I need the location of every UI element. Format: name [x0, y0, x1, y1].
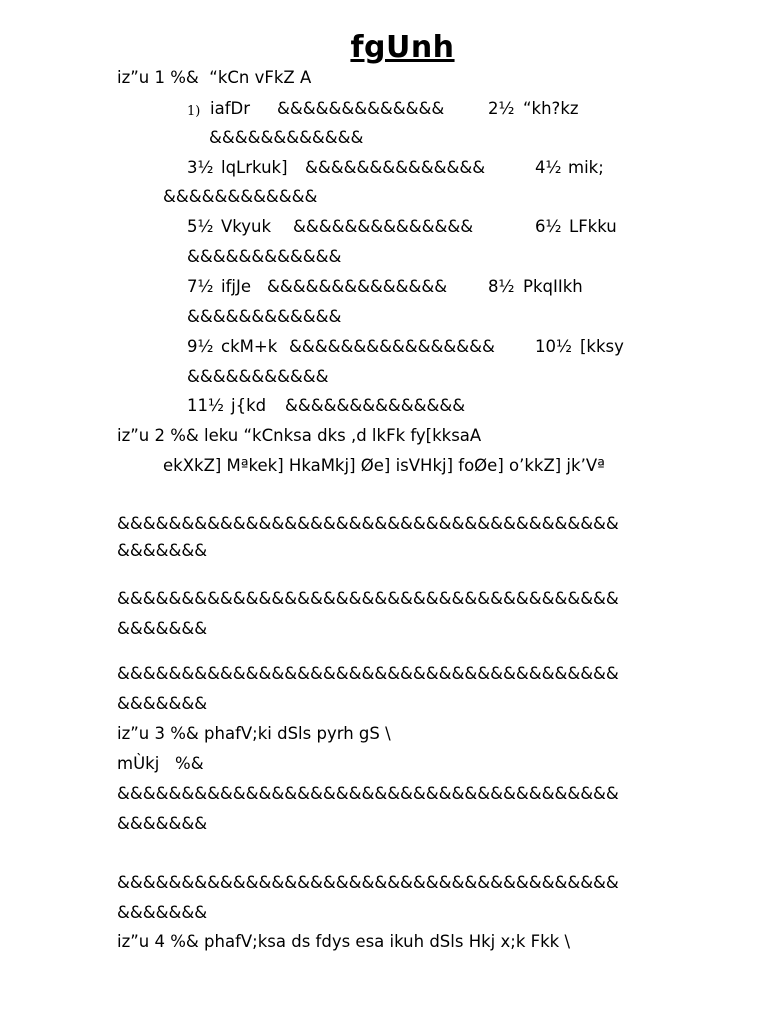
q1-item-4-word: mik; — [568, 158, 604, 177]
q1-item-8-word: PkqIIkh — [523, 277, 583, 296]
q1-item-5-blank: &&&&&&&&&&&&&& — [293, 217, 474, 236]
answer-blank-line: &&&&&&&&&&&&&&&&&&&&&&&&&&&&&&&&&&&&&&& — [117, 873, 619, 892]
q1-item-5-number: 5½ — [187, 217, 214, 236]
question-2-heading: iz”u 2 %& leku “kCnksa dks ,d lkFk fy[kksaA — [117, 426, 482, 445]
q1-item-10-word: [kksy — [580, 337, 624, 356]
q1-item-1-number: 1) — [187, 104, 201, 119]
question-4-heading: iz”u 4 %& phafV;ksa ds fdys esa ikuh dSls Hkj x;k Fkk \ — [117, 932, 571, 951]
q1-item-10-blank: &&&&&&&&&&& — [187, 367, 329, 386]
q1-item-6-blank: &&&&&&&&&&&& — [187, 247, 342, 266]
q1-item-7-word: ifjJe — [221, 277, 251, 296]
question-3-heading: iz”u 3 %& phafV;ki dSls pyrh gS \ — [117, 724, 391, 743]
q1-item-9-number: 9½ — [187, 337, 214, 356]
q1-item-3-number: 3½ — [187, 158, 214, 177]
q1-item-1-blank: &&&&&&&&&&&&& — [277, 99, 445, 118]
q1-item-10-number: 10½ — [535, 337, 572, 356]
q1-item-6-word: LFkku — [569, 217, 617, 236]
answer-blank-line-end: &&&&&&& — [117, 541, 208, 560]
page-title: fgUnh — [350, 30, 455, 65]
q1-item-3-word: lqLrkuk] — [221, 158, 288, 177]
answer-blank-line-end: &&&&&&& — [117, 619, 208, 638]
answer-blank-line: &&&&&&&&&&&&&&&&&&&&&&&&&&&&&&&&&&&&&&& — [117, 664, 619, 683]
q1-item-9-word: ckM+k — [221, 337, 278, 356]
q1-item-5-word: Vkyuk — [221, 217, 272, 236]
answer-blank-line-end: &&&&&&& — [117, 694, 208, 713]
q1-item-11-number: 11½ — [187, 396, 224, 415]
q1-item-11-word: j{kd — [231, 396, 267, 415]
answer-label: mÙkj %& — [117, 754, 204, 773]
answer-blank-line: &&&&&&&&&&&&&&&&&&&&&&&&&&&&&&&&&&&&&&& — [117, 589, 619, 608]
q1-item-4-blank: &&&&&&&&&&&& — [163, 187, 318, 206]
q1-item-7-blank: &&&&&&&&&&&&&& — [267, 277, 448, 296]
q1-item-2-number: 2½ — [488, 99, 515, 118]
q1-item-1 — [187, 100, 200, 122]
answer-blank-line-end: &&&&&&& — [117, 903, 208, 922]
q1-item-1-word: iafDr — [210, 99, 250, 118]
answer-blank-line-end: &&&&&&& — [117, 814, 208, 833]
answer-blank-line: &&&&&&&&&&&&&&&&&&&&&&&&&&&&&&&&&&&&&&& — [117, 784, 619, 803]
q1-item-8-blank: &&&&&&&&&&&& — [187, 307, 342, 326]
q1-item-11-blank: &&&&&&&&&&&&&& — [285, 396, 466, 415]
q1-item-6-number: 6½ — [535, 217, 562, 236]
q1-item-2-blank: &&&&&&&&&&&& — [209, 128, 364, 147]
answer-blank-line: &&&&&&&&&&&&&&&&&&&&&&&&&&&&&&&&&&&&&&& — [117, 514, 619, 533]
q1-item-2-word: “kh?kz — [523, 99, 579, 118]
q1-item-3-blank: &&&&&&&&&&&&&& — [305, 158, 486, 177]
q1-item-8-number: 8½ — [488, 277, 515, 296]
question-1-heading: iz”u 1 %& “kCn vFkZ A — [117, 68, 312, 87]
q1-item-7-number: 7½ — [187, 277, 214, 296]
q1-item-4-number: 4½ — [535, 158, 562, 177]
question-2-words: ekXkZ] Mªkek] HkaMkj] Øe] isVHkj] foØe] o’kkZ] jk’Vª — [163, 456, 605, 475]
q1-item-9-blank: &&&&&&&&&&&&&&&& — [289, 337, 495, 356]
